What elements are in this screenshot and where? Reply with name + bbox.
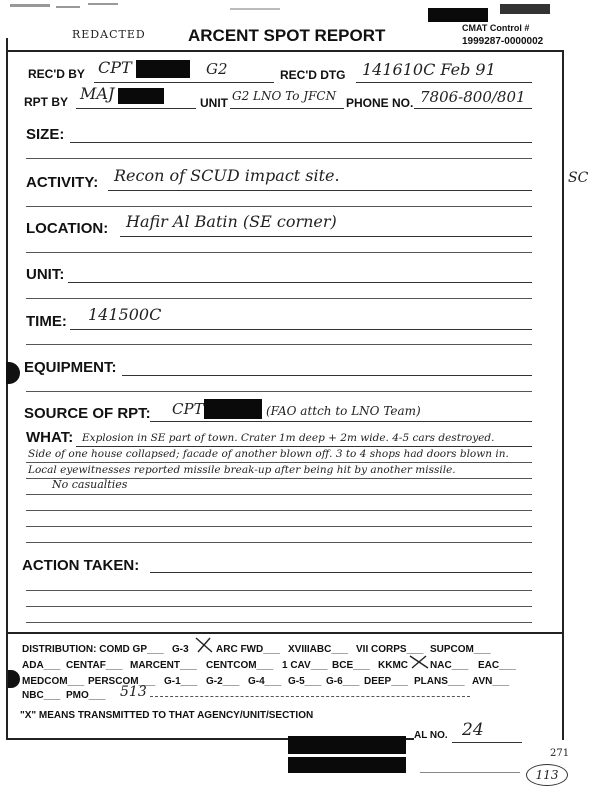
what-text-line: Explosion in SE part of town. Crater 1m deep + 2m wide. 4-5 cars destroyed. [82, 432, 495, 444]
dist-g6: G-6___ [326, 676, 360, 687]
dist-nac: NAC___ [430, 660, 469, 671]
dist-kkmc: KKMC [378, 660, 408, 671]
recd-dtg-line [356, 82, 532, 83]
equipment-label: EQUIPMENT: [24, 359, 117, 376]
recd-by-label: REC'D BY [28, 67, 85, 81]
unit-line [230, 108, 344, 109]
phone-line [414, 108, 532, 109]
time-line [70, 329, 532, 330]
circled-page-number: 113 [526, 764, 568, 786]
unit-value: G2 LNO To JFCN [232, 89, 337, 103]
dist-1-cav: 1 CAV___ [282, 660, 328, 671]
what-line-5 [26, 510, 532, 511]
redacted-name [136, 60, 190, 78]
dist-avn: AVN___ [472, 676, 510, 687]
form-top-border [8, 50, 562, 52]
punch-hole-mark [8, 670, 20, 688]
unit-label: UNIT [200, 96, 228, 110]
dist-deep: DEEP___ [364, 676, 408, 687]
dist-handwritten-number: 513 [120, 684, 147, 700]
redacted-name [204, 399, 262, 419]
scan-noise [10, 4, 50, 7]
serial-label: AL NO. [414, 730, 448, 741]
activity-label: ACTIVITY: [26, 174, 99, 191]
time-line-2 [26, 344, 532, 345]
time-label: TIME: [26, 313, 67, 330]
form-right-border [562, 50, 564, 740]
time-value: 141500C [88, 305, 162, 324]
dist-medcom: MEDCOM___ [22, 676, 85, 687]
dist-plans: PLANS___ [414, 676, 465, 687]
check-x-mark [194, 636, 214, 654]
dist-blank-lines [150, 696, 470, 697]
scan-noise [56, 6, 80, 8]
location-value: Hafir Al Batin (SE corner) [126, 212, 337, 231]
redacted-name [118, 88, 164, 104]
distribution-separator [8, 632, 562, 634]
activity-value: Recon of SCUD impact site. [114, 166, 340, 185]
serial-line [452, 742, 522, 743]
dist-centaf: CENTAF___ [66, 660, 123, 671]
what-line-7 [26, 542, 532, 543]
dist-g1: G-1___ [164, 676, 198, 687]
activity-line [108, 190, 532, 191]
dist-g2: G-2___ [206, 676, 240, 687]
dist-pmo: PMO___ [66, 690, 106, 701]
recd-dtg-value: 141610C Feb 91 [362, 60, 496, 79]
rpt-by-label: RPT BY [24, 95, 69, 109]
serial-value: 24 [462, 720, 484, 740]
activity-line-2 [26, 206, 532, 207]
dist-ada: ADA___ [22, 660, 61, 671]
dist-eac: EAC___ [478, 660, 516, 671]
what-line-4 [26, 494, 532, 495]
recd-by-line [94, 82, 274, 83]
scan-noise [230, 8, 280, 10]
what-label: WHAT: [26, 429, 74, 446]
what-line-2 [26, 462, 532, 463]
unit-field-line-2 [26, 298, 532, 299]
what-text-line: No casualties [52, 478, 128, 491]
scan-noise [88, 3, 118, 5]
action-line [150, 572, 532, 573]
dist-bce: BCE___ [332, 660, 370, 671]
location-label: LOCATION: [26, 220, 109, 237]
phone-value: 7806-800/801 [420, 88, 526, 106]
what-line-6 [26, 526, 532, 527]
size-line [70, 142, 532, 143]
what-text-line: Side of one house collapsed; facade of another blown off. 3 to 4 shops had doors blown in. [28, 448, 509, 460]
report-title: ARCENT SPOT REPORT [188, 26, 386, 45]
dist-g4: G-4___ [248, 676, 282, 687]
unit-field-label: UNIT: [26, 266, 65, 283]
dist-xviiiabc: XVIIIABC___ [288, 644, 349, 655]
dist-marcent: MARCENT___ [130, 660, 197, 671]
phone-label: PHONE NO. [346, 96, 414, 110]
recd-by-section: G2 [206, 60, 228, 78]
source-note: (FAO attch to LNO Team) [266, 404, 421, 418]
check-x-mark [408, 654, 430, 670]
source-line [150, 421, 532, 422]
recd-dtg-label: REC'D DTG [280, 68, 346, 82]
dist-supcom: SUPCOM___ [430, 644, 491, 655]
dist-nbc: NBC___ [22, 690, 61, 701]
dist-g3: G-3 [172, 644, 189, 655]
what-text-line: Local eyewitnesses reported missile break-up after being hit by another missile. [28, 464, 456, 476]
rpt-by-line [76, 108, 196, 109]
rpt-by-rank: MAJ [80, 84, 115, 103]
location-line-2 [26, 252, 532, 253]
dist-centcom: CENTCOM___ [206, 660, 274, 671]
action-taken-label: ACTION TAKEN: [22, 557, 140, 574]
source-rank: CPT [172, 400, 204, 418]
recd-by-rank: CPT [98, 58, 132, 77]
source-label: SOURCE OF RPT: [24, 405, 151, 422]
equipment-line [122, 375, 532, 376]
cmat-number: 1999287-0000002 [462, 36, 544, 47]
redaction-bar [500, 4, 550, 14]
dist-comd-gp: DISTRIBUTION: COMD GP___ [22, 644, 164, 655]
dist-arc-fwd: ARC FWD___ [216, 644, 280, 655]
action-line-4 [26, 622, 532, 623]
dist-g5: G-5___ [288, 676, 322, 687]
action-line-3 [26, 606, 532, 607]
action-line-2 [26, 590, 532, 591]
transmission-note: "X" MEANS TRANSMITTED TO THAT AGENCY/UNIT/SECTION [20, 710, 314, 721]
unit-field-line [68, 282, 532, 283]
size-line-2 [26, 158, 532, 159]
margin-mark: SC [568, 170, 589, 186]
dist-vii-corps: VII CORPS___ [356, 644, 424, 655]
punch-hole-mark [6, 362, 20, 384]
what-line-1 [76, 446, 532, 447]
redacted-stamp: REDACTED [72, 28, 146, 41]
redaction-bar [428, 8, 488, 22]
equipment-line-2 [26, 391, 532, 392]
cmat-label: CMAT Control # [462, 23, 530, 33]
footer-rule [420, 772, 520, 773]
dist-perscom: PERSCOM___ [88, 676, 156, 687]
redaction-bar [288, 757, 406, 773]
page-mark: 271 [550, 748, 570, 759]
size-label: SIZE: [26, 126, 65, 143]
location-line [120, 236, 532, 237]
redaction-bar [288, 736, 406, 754]
